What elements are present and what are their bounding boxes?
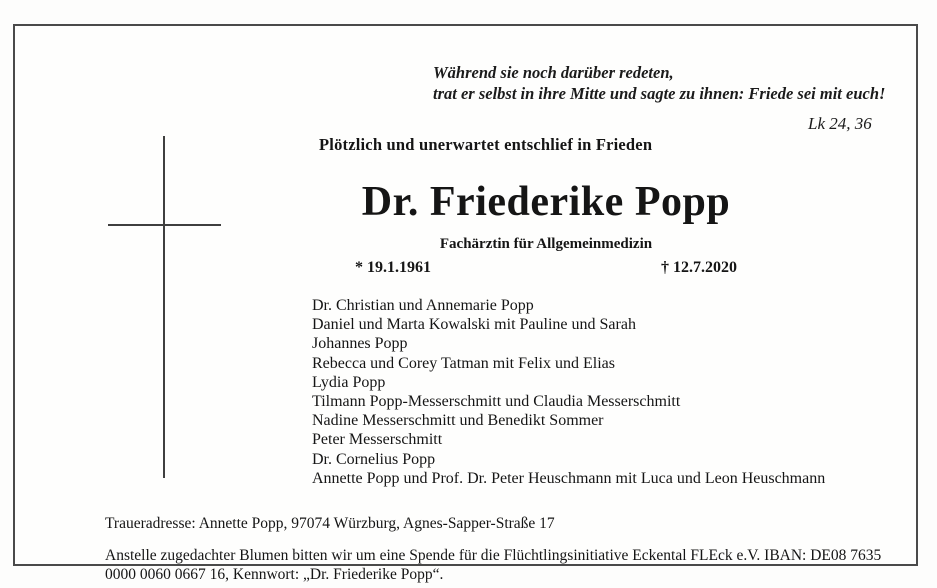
mourner-line: Dr. Christian und Annemarie Popp <box>312 297 534 314</box>
mourner-line: Annette Popp und Prof. Dr. Peter Heuschmann mit Luca und Leon Heuschmann <box>312 469 826 487</box>
mourner-line: Rebecca und Corey Tatman mit Felix und Elias <box>312 354 615 372</box>
donation-note <box>105 546 881 584</box>
bible-quote <box>433 62 885 104</box>
mourner-line: Tilmann Popp-Messerschmitt und Claudia Messerschmitt <box>312 393 681 411</box>
mourner-line: Nadine Messerschmitt und Benedikt Sommer <box>312 412 604 430</box>
deceased-header <box>355 178 737 277</box>
birth-date: * 19.1.1961 <box>355 259 431 276</box>
latin-cross-vertical-bar <box>163 136 165 478</box>
bible-quote-source: Lk 24, 36 <box>808 114 872 133</box>
donation-note-line-1: Anstelle zugedachter Blumen bitten wir um eine Spende für die Flüchtlingsinitiative Eckental FLEck e.V. IBAN: DE08 7635 <box>105 547 882 564</box>
donation-note-line-2: 0000 0060 0667 16, Kennwort: „Dr. Friederike Popp“. <box>105 566 444 583</box>
mourners-list <box>312 296 825 488</box>
latin-cross-horizontal-bar <box>108 224 221 226</box>
mourner-line: Daniel und Marta Kowalski mit Pauline und Sarah <box>312 316 636 334</box>
bible-quote-line-2: trat er selbst in ihre Mitte und sagte zu ihnen: Friede sei mit euch! <box>433 84 886 103</box>
mourner-line: Peter Messerschmitt <box>312 431 443 449</box>
intro-line: Plötzlich und unerwartet entschlief in Frieden <box>319 135 653 154</box>
mourner-line: Dr. Cornelius Popp <box>312 450 436 468</box>
mourner-line: Lydia Popp <box>312 373 386 391</box>
mourning-address: Traueradresse: Annette Popp, 97074 Würzburg, Agnes-Sapper-Straße 17 <box>105 515 555 532</box>
mourner-line: Johannes Popp <box>312 335 408 353</box>
obituary-card-border <box>13 24 918 583</box>
bible-quote-line-1: Während sie noch darüber redeten, <box>433 63 674 82</box>
life-dates <box>355 259 737 277</box>
deceased-profession: Fachärztin für Allgemeinmedizin <box>439 236 653 252</box>
deceased-name: Dr. Friederike Popp <box>361 179 731 225</box>
death-date: † 12.7.2020 <box>661 259 737 276</box>
